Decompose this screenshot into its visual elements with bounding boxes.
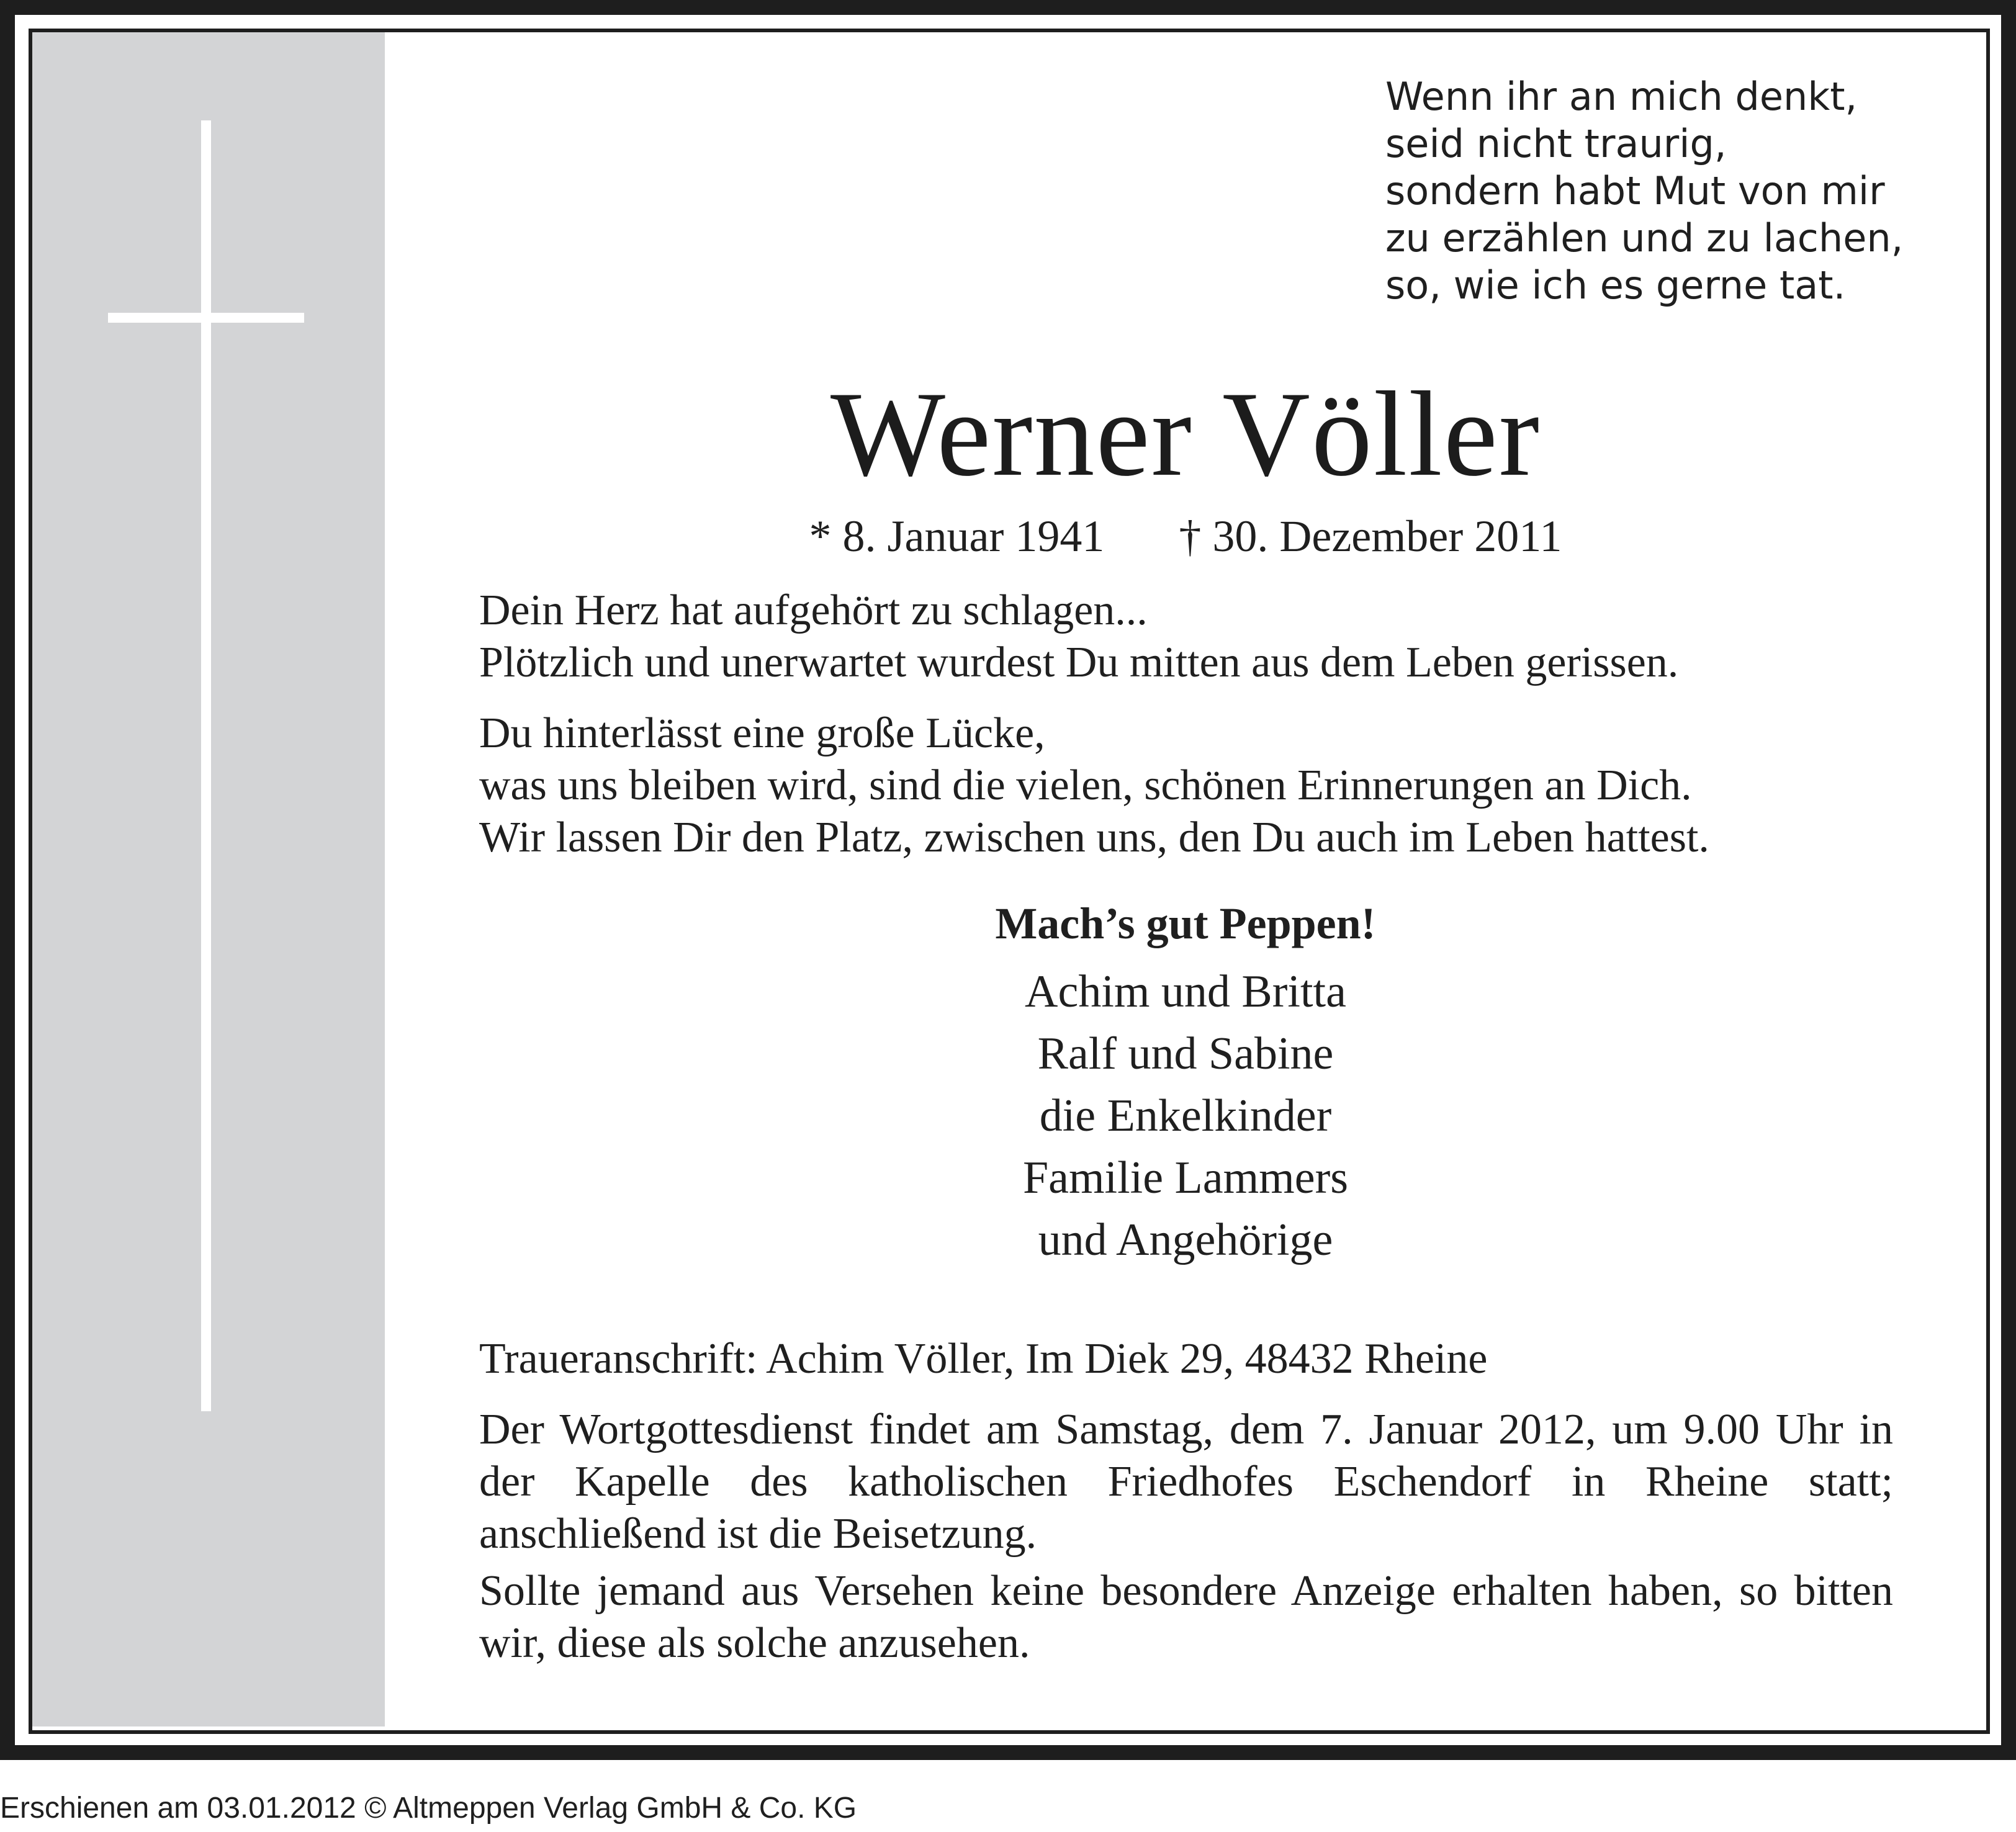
mourner-entry: die Enkelkinder bbox=[1039, 1090, 1332, 1141]
verse-block-2 bbox=[479, 707, 1907, 864]
mourning-address: Traueranschrift: Achim Völler, Im Diek 29, 48432 Rheine bbox=[479, 1335, 1488, 1383]
notice-text: Sollte jemand aus Versehen keine besondere Anzeige erhalten haben, so bitten wir, diese als solche anzusehen. bbox=[479, 1567, 1893, 1667]
verse-line: Dein Herz hat aufgehört zu schlagen... bbox=[479, 586, 1148, 634]
farewell-line: Mach’s gut Peppen! bbox=[995, 899, 1376, 948]
mourner-entry: Ralf und Sabine bbox=[1037, 1028, 1334, 1079]
publication-footer: Erschienen am 03.01.2012 © Altmeppen Verlag GmbH & Co. KG bbox=[0, 1792, 857, 1825]
mourner-entry: Achim und Britta bbox=[1025, 966, 1346, 1017]
mourner-entry: und Angehörige bbox=[1038, 1215, 1333, 1265]
life-dates bbox=[434, 509, 1937, 564]
cross-icon-crossbar bbox=[108, 313, 304, 323]
deceased-name: Werner Völler bbox=[830, 367, 1541, 501]
verse-block-1 bbox=[479, 585, 1907, 689]
birth-date: * 8. Januar 1941 bbox=[809, 511, 1105, 561]
service-info: Der Wortgottesdienst findet am Samstag, dem 7. Januar 2012, um 9.00 Uhr in der Kapelle des katholischen Friedhofes Eschendorf in Rheine statt; anschließend ist die Beisetzung. bbox=[479, 1406, 1893, 1558]
verse-line: Du hinterlässt eine große Lücke, bbox=[479, 709, 1045, 757]
poem-line: sondern habt Mut von mir bbox=[1385, 168, 1885, 213]
verse-line: Plötzlich und unerwartet wurdest Du mitten aus dem Leben gerissen. bbox=[479, 639, 1679, 686]
poem-line: seid nicht traurig, bbox=[1385, 121, 1727, 166]
death-date: † 30. Dezember 2011 bbox=[1179, 511, 1562, 561]
poem-line: so, wie ich es gerne tat. bbox=[1385, 263, 1846, 308]
mourner-entry: Familie Lammers bbox=[1022, 1152, 1349, 1203]
poem-quote bbox=[1385, 73, 1944, 309]
poem-line: Wenn ihr an mich denkt, bbox=[1385, 74, 1858, 119]
poem-line: zu erzählen und zu lachen, bbox=[1385, 215, 1904, 261]
mourners-list bbox=[434, 961, 1937, 1271]
verse-line: was uns bleiben wird, sind die vielen, schönen Erinnerungen an Dich. bbox=[479, 761, 1692, 809]
verse-line: Wir lassen Dir den Platz, zwischen uns, den Du auch im Leben hattest. bbox=[479, 814, 1709, 861]
